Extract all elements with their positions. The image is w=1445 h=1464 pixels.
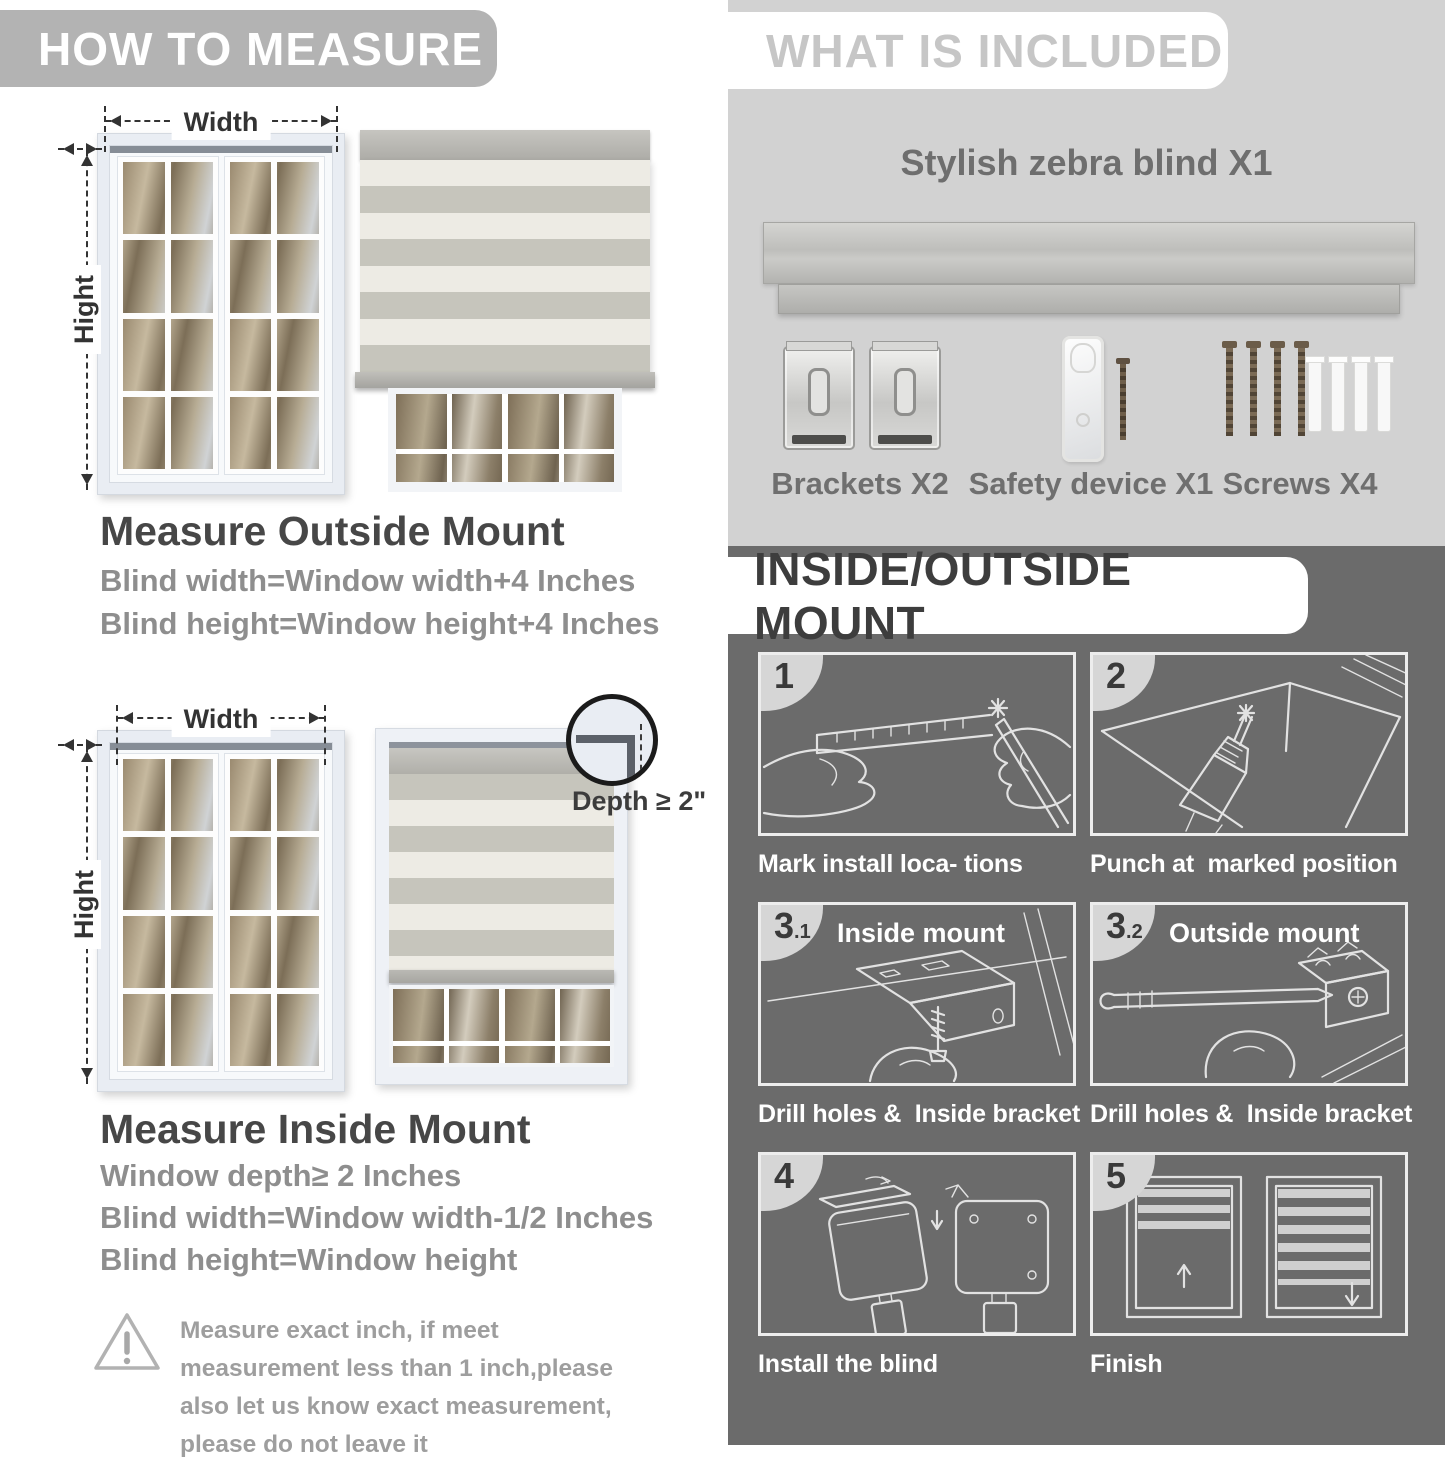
window-pane	[171, 916, 213, 988]
blind-headrail-image	[763, 222, 1415, 284]
step-number: 4	[774, 1155, 795, 1196]
step-number: 2	[1106, 655, 1127, 696]
step-5-caption: Finish	[1090, 1350, 1163, 1378]
window-pane	[230, 397, 272, 469]
step-5	[1090, 1152, 1408, 1379]
window-pane	[277, 994, 319, 1066]
window-pane	[123, 837, 165, 909]
window-sashes	[109, 145, 333, 483]
bracket-tab	[786, 341, 852, 351]
window-pane	[123, 994, 165, 1066]
width-label-outside: Width	[172, 104, 271, 140]
step-4-panel	[758, 1152, 1076, 1336]
window-pane	[277, 916, 319, 988]
zebra-blind-outside-image	[360, 130, 650, 495]
zebra-blind-inside-image	[375, 728, 628, 1085]
step-subnumber: .2	[1126, 921, 1143, 943]
window-pane	[230, 837, 272, 909]
window-sashes	[109, 742, 333, 1080]
blind-stripes	[360, 160, 650, 372]
window-pane	[171, 759, 213, 831]
window-pane	[123, 397, 165, 469]
step-4	[758, 1152, 1076, 1379]
step-3-1	[758, 902, 1081, 1129]
step-3-1-panel	[758, 902, 1076, 1086]
screw-icon	[1120, 364, 1126, 440]
step-number: 5	[1106, 1155, 1127, 1196]
window-under-blind	[389, 985, 614, 1067]
screw-icon	[1298, 348, 1305, 436]
width-measure-arrow-inside	[117, 704, 325, 734]
outside-rule-height: Blind height=Window height+4 Inches	[100, 606, 660, 641]
anchors-image	[1308, 356, 1391, 432]
window-pane	[230, 162, 272, 234]
brackets-label: Brackets X2	[771, 466, 949, 501]
window-pane	[277, 240, 319, 312]
inside-rule-height: Blind height=Window height	[100, 1242, 518, 1277]
depth-dashed-line	[640, 724, 642, 781]
window-pane	[123, 162, 165, 234]
step-2-caption: Punch at marked position	[1090, 850, 1398, 878]
blind-headrail-lip	[778, 284, 1400, 314]
inside-rule-width: Blind width=Window width-1/2 Inches	[100, 1200, 654, 1235]
window-pane	[230, 994, 272, 1066]
safety-device-label: Safety device X1	[968, 466, 1214, 501]
step-1-caption: Mark install loca- tions	[758, 850, 1023, 878]
how-to-measure-header-pill	[0, 10, 497, 87]
step-2	[1090, 652, 1408, 879]
screw-icon	[1250, 348, 1257, 436]
window-pane	[171, 837, 213, 909]
window-pane	[230, 240, 272, 312]
screws-image	[1226, 348, 1305, 436]
mount-section-title: INSIDE/OUTSIDE MOUNT	[754, 542, 1132, 649]
inside-mount-label: Inside mount	[837, 918, 1005, 948]
window-pane	[171, 240, 213, 312]
what-is-included-title: WHAT IS INCLUDED	[766, 24, 1224, 77]
measure-guide	[324, 705, 326, 765]
outside-mount-label: Outside mount	[1169, 918, 1360, 948]
what-is-included-header-pill	[728, 12, 1228, 89]
wall-anchor-icon	[1331, 356, 1345, 432]
wall-anchor-icon	[1354, 356, 1368, 432]
blind-bottom-rail	[389, 970, 614, 983]
window-pane	[123, 759, 165, 831]
bracket-icon	[783, 346, 855, 450]
step-number: 3	[774, 905, 795, 946]
window-pane	[230, 916, 272, 988]
step-3-2	[1090, 902, 1413, 1129]
window-frame-edge	[627, 735, 635, 781]
window-pane	[123, 240, 165, 312]
measure-guide	[58, 744, 102, 746]
window-sash-right	[224, 156, 326, 475]
window-pane	[277, 319, 319, 391]
step-1-panel	[758, 652, 1076, 836]
product-label: Stylish zebra blind X1	[900, 142, 1273, 183]
step-3-2-panel	[1090, 902, 1408, 1086]
measure-warning-text: Measure exact inch, if meet measurement less than 1 inch,please also let us know exact measurement, please do not leave it	[180, 1317, 614, 1458]
screws-label: Screws X4	[1222, 466, 1378, 501]
mount-header-pill	[728, 542, 1308, 649]
step-3-1-caption: Drill holes & Inside bracket	[758, 1100, 1081, 1128]
window-glass	[508, 394, 614, 482]
window-pane	[277, 397, 319, 469]
step-number: 3	[1106, 905, 1127, 946]
window-glass	[505, 989, 611, 1063]
step-1	[758, 652, 1076, 879]
what-is-included-section	[728, 0, 1445, 546]
bracket-tab	[872, 341, 938, 351]
inside-mount-window-image	[97, 730, 345, 1092]
outside-rule-width: Blind width=Window width+4 Inches	[100, 563, 636, 598]
screw-icon	[1274, 348, 1281, 436]
inside-mount-title: Measure Inside Mount	[100, 1106, 531, 1152]
step-subnumber: .1	[794, 921, 811, 943]
window-pane	[277, 759, 319, 831]
brackets-image	[783, 346, 941, 450]
step-number: 1	[774, 655, 795, 696]
inside-rule-depth: Window depth≥ 2 Inches	[100, 1158, 462, 1193]
window-sash-left	[117, 753, 219, 1072]
outside-mount-title: Measure Outside Mount	[100, 508, 565, 554]
inside-outside-mount-section	[728, 542, 1445, 1445]
warning-triangle-icon	[92, 1308, 162, 1376]
step-5-panel	[1090, 1152, 1408, 1336]
measure-guide	[58, 148, 102, 150]
height-label-outside: Hight	[68, 265, 101, 354]
step-4-caption: Install the blind	[758, 1350, 938, 1378]
window-pane	[123, 319, 165, 391]
window-pane	[171, 319, 213, 391]
how-to-measure-section	[0, 0, 720, 1458]
window-pane	[277, 837, 319, 909]
window-pane	[230, 759, 272, 831]
window-sash-left	[117, 156, 219, 475]
measure-guide	[336, 106, 338, 152]
depth-label: Depth ≥ 2"	[572, 786, 707, 816]
width-measure-arrow-outside	[105, 107, 337, 137]
window-pane	[171, 994, 213, 1066]
window-pane	[171, 397, 213, 469]
window-glass	[396, 394, 502, 482]
window-pane	[123, 916, 165, 988]
window-pane	[171, 162, 213, 234]
step-2-panel	[1090, 652, 1408, 836]
window-glass	[393, 989, 499, 1063]
safety-device-icon	[1062, 336, 1104, 462]
window-sash-right	[224, 753, 326, 1072]
blind-bottom-rail	[355, 372, 655, 388]
outside-mount-window-image	[97, 133, 345, 495]
safety-device-image	[1062, 336, 1126, 462]
window-under-blind	[388, 388, 622, 492]
width-label-inside: Width	[172, 701, 271, 737]
depth-magnifier-icon	[566, 694, 658, 786]
blind-cassette	[360, 130, 650, 160]
height-label-inside: Hight	[68, 860, 101, 949]
bracket-icon	[869, 346, 941, 450]
window-pane	[230, 319, 272, 391]
how-to-measure-title: HOW TO MEASURE	[38, 22, 484, 75]
wall-anchor-icon	[1377, 356, 1391, 432]
screw-icon	[1226, 348, 1233, 436]
wall-anchor-icon	[1308, 356, 1322, 432]
window-pane	[277, 162, 319, 234]
measure-guide	[104, 106, 106, 152]
step-3-2-caption: Drill holes & Inside bracket	[1090, 1100, 1413, 1128]
measure-guide	[116, 705, 118, 765]
